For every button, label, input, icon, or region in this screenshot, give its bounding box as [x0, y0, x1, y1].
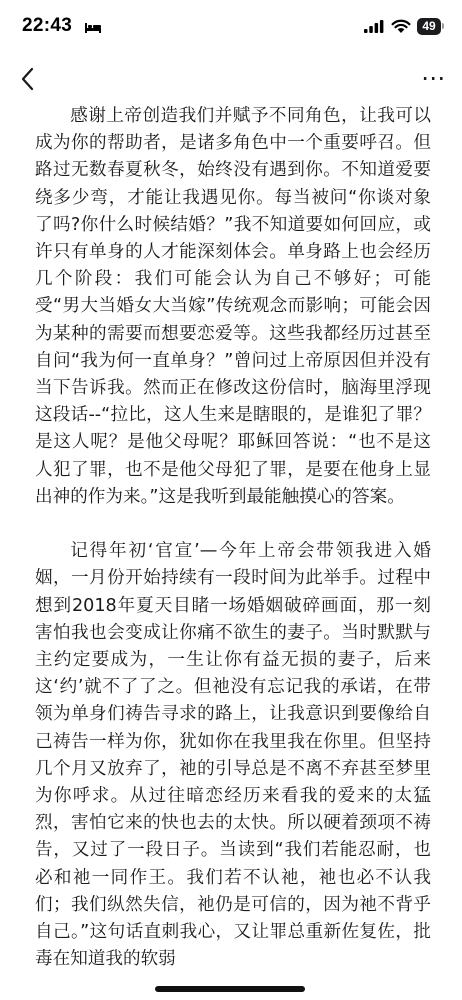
more-button[interactable]: ⋯ — [421, 64, 445, 92]
wifi-icon — [391, 19, 411, 34]
article-paragraph: 感谢上帝创造我们并赋予不同角色，让我可以成为你的帮助者，是诸多角色中一个重要呼召。但路过无数春夏秋冬，始终没有遇到你。不知道爱要绕多少弯，才能让我遇见你。每当被问“你谈对象了吗?你什么时候结婚？”我不知道要如何回应，或许只有单身的人才能深刻体会。单身路上也会经历几个阶段：我们可能会认为自己不够好；可能受“男大当婚女大当嫁”传统观念而影响；可能会因为某种的需要而想要恋爱等。这些我都经历过甚至自问“我为何一直单身？”曾问过上帝原因但并没有当下告诉我。然而正在修改这份信时，脑海里浮现这段话--“拉比，这人生来是瞎眼的，是谁犯了罪？是这人呢？是他父母呢？耶稣回答说：“也不是这人犯了罪，也不是他父母犯了罪，是要在他身上显出神的作为来。”这是我听到最能触摸心的答案。 — [35, 106, 431, 507]
signal-icon — [364, 20, 384, 33]
bed-icon — [84, 20, 102, 34]
chevron-left-icon — [14, 62, 44, 96]
status-time: 22:43 — [22, 15, 73, 36]
home-indicator[interactable] — [155, 986, 305, 992]
back-button[interactable] — [14, 62, 44, 96]
article-body — [35, 103, 431, 973]
article-paragraph: 记得年初‘官宣’—今年上帝会带领我进入婚姻，一月份开始持续有一段时间为此举手。过程中想到2018年夏天目睹一场婚姻破碎画面，那一刻害怕我也会变成让你痛不欲生的妻子。当时默默与主约定要成为，一生让你有益无损的妻子，后来这‘约’就不了了之。但祂没有忘记我的承诺，在带领为单身们祷告寻求的路上，让我意识到要像给自己祷告一样为你，犹如你在我里我在你里。但坚持几个月又放弃了，祂的引导总是不离不弃甚至梦里为你呼求。从过往暗恋经历来看我的爱来的太猛烈，害怕它来的快也去的太快。所以硬着颈项不祷告，又过了一段日子。当读到“我们若能忍耐，也必和祂一同作王。我们若不认祂，祂也必不认我们；我们纵然失信，祂仍是可信的，因为祂不背乎自己。”这句话直刺我心，又让罪总重新佐复佐，批毒在知道我的软弱 — [35, 541, 431, 970]
battery-cap — [442, 23, 444, 29]
nav-bar — [0, 56, 462, 102]
battery-icon: 49 — [417, 18, 441, 35]
status-bar — [0, 0, 462, 54]
